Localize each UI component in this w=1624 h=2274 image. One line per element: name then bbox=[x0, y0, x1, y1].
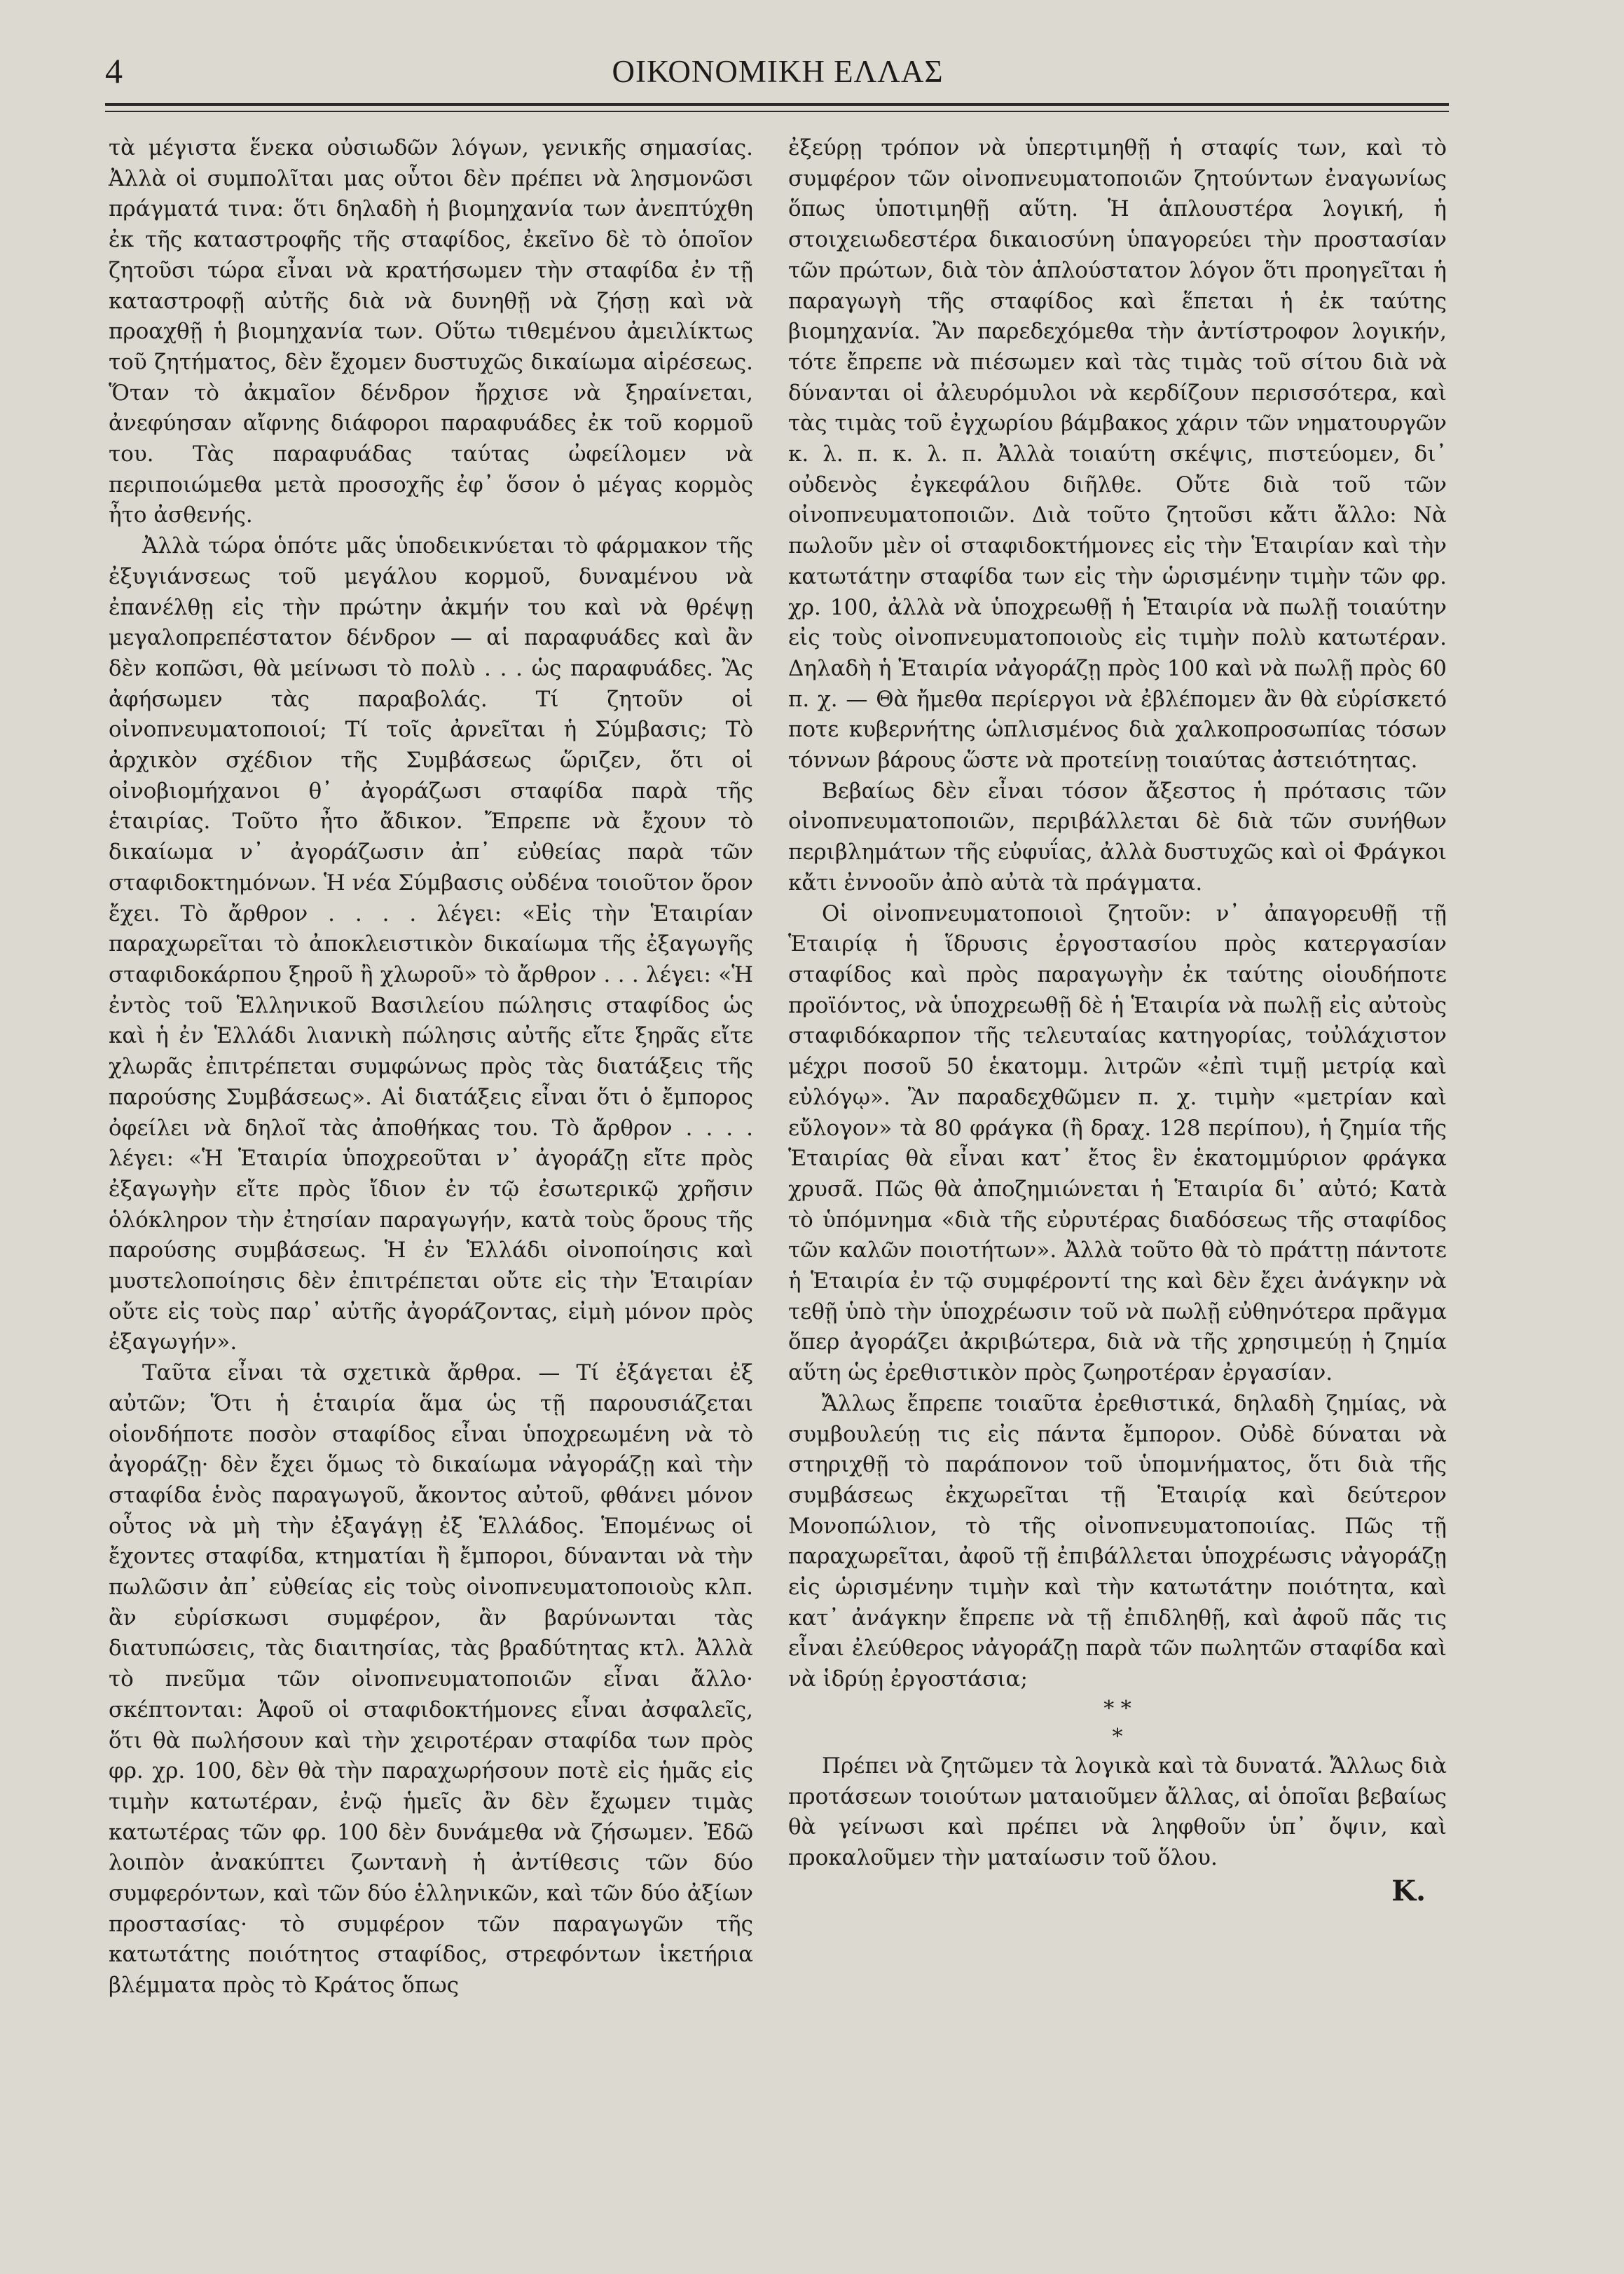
paragraph: Οἱ οἰνοπνευματοποιοὶ ζητοῦν: ν᾽ ἀπαγορευθῇ τῇ Ἑταιρίᾳ ἡ ἵδρυσις ἐργοστασίου πρὸς κατεργασίαν σταφίδος καὶ πρὸς παραγωγὴν ἐκ ταύτης οἱουδήποτε προϊόντος, νὰ ὑποχρεωθῇ δὲ ἡ Ἑταιρία νὰ πωλῇ εἰς αὐτοὺς σταφιδόκαρπον τῆς τελευταίας κατηγορίας, τοὐλάχιστον μέχρι ποσοῦ 50 ἑκατομμ. λιτρῶν «ἐπὶ τιμῇ μετρίᾳ καὶ εὐλόγῳ». Ἂν παραδεχθῶμεν π. χ. τιμὴν «μετρίαν καὶ εὔλογον» τὰ 80 φράγκα (ἢ δραχ. 128 περίπου), ἡ ζημία τῆς Ἑταιρίας θὰ εἶναι κατ᾽ ἔτος ἓν ἑκατομμύριον φράγκα χρυσᾶ. Πῶς θὰ ἀποζημιώνεται ἡ Ἑταιρία δι᾽ αὐτό; Κατὰ τὸ ὑπόμνημα «διὰ τῆς εὐρυτέρας διαδόσεως τῆς σταφίδος τῶν καλῶν ποιοτήτων». Ἀλλὰ τοῦτο θὰ τὸ πράττῃ πάντοτε ἡ Ἑταιρία ἐν τῷ συμφέροντί της καὶ δὲν ἔχει ἀνάγκην νὰ τεθῇ ὑπὸ τὴν ὑποχρέωσιν τοῦ νὰ πωλῇ εὐθηνότερα πρᾶγμα ὅπερ ἀγοράζει ἀκριβώτερα, διὰ νὰ τῆς χρησιμεύῃ ἡ ζημία αὕτη ὡς ἐρεθιστικὸν πρὸς ζωηροτέραν ἐργασίαν. bbox=[788, 900, 1447, 1386]
page-header bbox=[105, 43, 1450, 100]
page-number: 4 bbox=[105, 51, 123, 90]
header-rule-thin bbox=[105, 111, 1449, 112]
paragraph: Ἄλλως ἔπρεπε τοιαῦτα ἐρεθιστικά, δηλαδὴ ζημίας, νὰ συμβουλεύῃ τις εἰς πάντα ἔμπορον. Οὐδὲ δύναται νὰ στηριχθῇ τὸ παράπονον τοῦ ὑπομνήματος, ὅτι διὰ τῆς συμβάσεως ἐκχωρεῖται τῇ Ἑταιρίᾳ καὶ δεύτερον Μονοπώλιον, τὸ τῆς οἰνοπνευματοποιίας. Πῶς τῇ παραχωρεῖται, ἀφοῦ τῇ ἐπιβάλλεται ὑποχρέωσις νἀγοράζῃ εἰς ὡρισμένην τιμὴν καὶ τὴν κατωτάτην ποιότητα, καὶ κατ᾽ ἀνάγκην ἔπρεπε νὰ τῇ ἐπιδληθῇ, καὶ ἀφοῦ πᾶς τις εἶναι ἐλεύθερος νἀγοράζῃ παρὰ τῶν πωλητῶν σταφίδα καὶ νὰ ἱδρύῃ ἐργοστάσια; bbox=[788, 1390, 1447, 1692]
paragraph: τὰ μέγιστα ἕνεκα οὐσιωδῶν λόγων, γενικῆς σημασίας. Ἀλλὰ οἱ συμπολῖται μας οὗτοι δὲν πρέπει νὰ λησμονῶσι πράγματά τινα: ὅτι δηλαδὴ ἡ βιομηχανία των ἀνεπτύχθη ἐκ τῆς καταστροφῆς τῆς σταφίδος, ἐκεῖνο δὲ τὸ ὁποῖον ζητοῦσι τώρα εἶναι νὰ κρατήσωμεν τὴν σταφίδα ἐν τῇ καταστροφῇ αὐτῆς διὰ νὰ δυνηθῇ νὰ ζήσῃ καὶ νὰ προαχθῇ ἡ βιομηχανία των. Οὕτω τιθεμένου ἀμειλίκτως τοῦ ζητήματος, δὲν ἔχομεν δυστυχῶς δικαίωμα αἱρέσεως. Ὅταν τὸ ἀκμαῖον δένδρον ἤρχισε νὰ ξηραίνεται, ἀνεφύησαν αἴφνης διάφοροι παραφυάδες ἐκ τοῦ κορμοῦ του. Τὰς παραφυάδας ταύτας ὠφείλομεν νὰ περιποιώμεθα μετὰ προσοχῆς ἐφ᾽ ὅσον ὁ μέγας κορμὸς ἦτο ἀσθενής. bbox=[109, 135, 753, 528]
paragraph: Ταῦτα εἶναι τὰ σχετικὰ ἄρθρα. — Τί ἐξάγεται ἐξ αὐτῶν; Ὅτι ἡ ἑταιρία ἅμα ὡς τῇ παρουσιάζεται οἱονδήποτε ποσὸν σταφίδος εἶναι ὑποχρεωμένη νὰ τὸ ἀγοράζῃ· δὲν ἔχει ὅμως τὸ δικαίωμα νἀγοράζῃ καὶ τὴν σταφίδα ἑνὸς παραγωγοῦ, ἄκοντος αὐτοῦ, φθάνει μόνον οὗτος νὰ μὴ τὴν ἐξαγάγῃ ἐξ Ἑλλάδος. Ἑπομένως οἱ ἔχοντες σταφίδα, κτηματίαι ἢ ἔμποροι, δύνανται νὰ τὴν πωλῶσιν ἀπ᾽ εὐθείας εἰς τοὺς οἰνοπνευματοποιοὺς κλπ. ἂν εὑρίσκωσι συμφέρον, ἂν βαρύνωνται τὰς διατυπώσεις, τὰς διαιτησίας, τὰς βραδύτητας κτλ. Ἀλλὰ τὸ πνεῦμα τῶν οἰνοπνευματοποιῶν εἶναι ἄλλο· σκέπτονται: Ἀφοῦ οἱ σταφιδοκτήμονες εἶναι ἀσφαλεῖς, ὅτι θὰ πωλήσουν καὶ τὴν χειροτέραν σταφίδα των πρὸς φρ. χρ. 100, δὲν θὰ τὴν παραχωρήσουν ποτὲ εἰς ἡμᾶς εἰς τιμὴν κατωτέραν, ἐνῷ ἡμεῖς ἂν δὲν ἔχωμεν τιμὰς κατωτέρας τῶν φρ. 100 δὲν δυνάμεθα νὰ ζήσωμεν. Ἐδῶ λοιπὸν ἀνακύπτει ζωντανὴ ἡ ἀντίθεσις τῶν δύο συμφερόντων, καὶ τῶν δύο ἑλληνικῶν, καὶ τῶν δύο ἀξίων προστασίας· τὸ συμφέρον τῶν παραγωγῶν τῆς κατωτάτης ποιότητος σταφίδος, στρεφόντων ἱκετήρια βλέμματα πρὸς τὸ Κράτος ὅπως bbox=[109, 1360, 753, 1999]
paragraph: ἐξεύρῃ τρόπον νὰ ὑπερτιμηθῇ ἡ σταφίς των, καὶ τὸ συμφέρον τῶν οἰνοπνευματοποιῶν ζητούντων ἐναγωνίως ὅπως ὑποτιμηθῇ αὕτη. Ἡ ἁπλουστέρα λογική, ἡ στοιχειωδεστέρα δικαιοσύνη ὑπαγορεύει τὴν προστασίαν τῶν πρώτων, διὰ τὸν ἁπλούστατον λόγον ὅτι προηγεῖται ἡ παραγωγὴ τῆς σταφίδος καὶ ἕπεται ἡ ἐκ ταύτης βιομηχανία. Ἂν παρεδεχόμεθα τὴν ἀντίστροφον λογικήν, τότε ἔπρεπε νὰ πιέσωμεν καὶ τὰς τιμὰς τοῦ σίτου διὰ νὰ δύνανται οἱ ἀλευρόμυλοι νὰ κερδίζουν περισσότερα, καὶ τὰς τιμὰς τοῦ ἐγχωρίου βάμβακος χάριν τῶν νηματουργῶν κ. λ. π. κ. λ. π. Ἀλλὰ τοιαύτη σκέψις, πιστεύομεν, δι᾽ οὐδενὸς ἐγκεφάλου διῆλθε. Οὔτε διὰ τοῦ τῶν οἰνοπνευματοποιῶν. Διὰ τοῦτο ζητοῦσι κἄτι ἄλλο: Νὰ πωλοῦν μὲν οἱ σταφιδοκτήμονες εἰς τὴν Ἑταιρίαν καὶ τὴν κατωτάτην σταφίδα των εἰς τὴν ὡρισμένην τιμὴν τῶν φρ. χρ. 100, ἀλλὰ νὰ ὑποχρεωθῇ ἡ Ἑταιρία νὰ πωλῇ τοιαύτην εἰς τοὺς οἰνοπνευματοποιοὺς εἰς τιμὴν πολὺ κατωτέραν. Δηλαδὴ ἡ Ἑταιρία νἀγοράζῃ πρὸς 100 καὶ νὰ πωλῇ πρὸς 60 π. χ. — Θὰ ἤμεθα περίεργοι νὰ ἐβλέπομεν ἂν θὰ εὑρίσκετό ποτε κυβερνήτης ὡπλισμένος διὰ χαλκοπροσωπίας τόσων τόννων βάρους ὥστε νὰ προτείνῃ τοιαύτας ἀστειότητας. bbox=[788, 135, 1447, 774]
left-column bbox=[109, 133, 753, 2001]
paragraph: Βεβαίως δὲν εἶναι τόσον ἄξεστος ἡ πρότασις τῶν οἰνοπνευματοποιῶν, περιβάλλεται δὲ διὰ τῶν συνήθων περιβλημάτων τῆς εὐφυΐας, ἀλλὰ δυστυχῶς καὶ οἱ Φράγκοι κἄτι ἐννοοῦν ἀπὸ αὐτὰ τὰ πράγματα. bbox=[788, 778, 1447, 896]
author-signature: Κ. bbox=[1391, 1874, 1426, 1907]
header-rule bbox=[105, 103, 1449, 106]
paragraph: Πρέπει νὰ ζητῶμεν τὰ λογικὰ καὶ τὰ δυνατά. Ἄλλως διὰ προτάσεων τοιούτων ματαιοῦμεν ἄλλας, αἱ ὁποῖαι βεβαίως θὰ γείνωσι καὶ πρέπει νὰ ληφθοῦν ὑπ᾽ ὄψιν, καὶ προκαλοῦμεν τὴν ματαίωσιν τοῦ ὅλου. bbox=[788, 1753, 1447, 1870]
paragraph: Ἀλλὰ τώρα ὁπότε μᾶς ὑποδεικνύεται τὸ φάρμακον τῆς ἐξυγιάνσεως τοῦ μεγάλου κορμοῦ, δυναμένου νὰ ἐπανέλθῃ εἰς τὴν πρώτην ἀκμήν του καὶ νὰ θρέψῃ μεγαλοπρεπέστατον δένδρον — αἱ παραφυάδες καὶ ἂν δὲν κοπῶσι, θὰ μείνωσι τὸ πολὺ . . . ὡς παραφυάδες. Ἂς ἀφήσωμεν τὰς παραβολάς. Τί ζητοῦν οἱ οἰνοπνευματοποιοί; Τί τοῖς ἀρνεῖται ἡ Σύμβασις; Τὸ ἀρχικὸν σχέδιον τῆς Συμβάσεως ὥριζεν, ὅτι οἱ οἰνοβιομήχανοι θ᾽ ἀγοράζωσι σταφίδα παρὰ τῆς ἑταιρίας. Τοῦτο ἦτο ἄδικον. Ἔπρεπε νὰ ἔχουν τὸ δικαίωμα ν᾽ ἀγοράζωσιν ἀπ᾽ εὐθείας παρὰ τῶν σταφιδοκτημόνων. Ἡ νέα Σύμβασις οὐδένα τοιοῦτον ὅρον ἔχει. Τὸ ἄρθρον . . . . λέγει: «Εἰς τὴν Ἑταιρίαν παραχωρεῖται τὸ ἀποκλειστικὸν δικαίωμα τῆς ἐξαγωγῆς σταφιδοκάρπου ξηροῦ ἢ χλωροῦ» τὸ ἄρθρον . . . λέγει: «Ἡ ἐντὸς τοῦ Ἑλληνικοῦ Βασιλείου πώλησις σταφίδος ὡς καὶ ἡ ἐν Ἑλλάδι λιανικὴ πώλησις αὐτῆς εἴτε ξηρᾶς εἴτε χλωρᾶς ἐπιτρέπεται συμφώνως πρὸς τὰς διατάξεις τῆς παρούσης Συμβάσεως». Αἱ διατάξεις εἶναι ὅτι ὁ ἔμπορος ὀφείλει νὰ δηλοῖ τὰς ἀποθήκας του. Τὸ ἄρθρον . . . . λέγει: «Ἡ Ἑταιρία ὑποχρεοῦται ν᾽ ἀγοράζῃ εἴτε πρὸς ἐξαγωγὴν εἴτε πρὸς ἴδιον ἐν τῷ ἐσωτερικῷ χρῆσιν ὁλόκληρον τὴν ἐτησίαν παραγωγήν, κατὰ τοὺς ὅρους τῆς παρούσης συμβάσεως. Ἡ ἐν Ἑλλάδι οἰνοποίησις καὶ μυστελοποίησις δὲν ἐπιτρέπεται οὔτε εἰς τὴν Ἑταιρίαν οὔτε εἰς τοὺς παρ᾽ αὐτῆς ἀγοράζοντας, εἰμὴ μόνον πρὸς ἐξαγωγήν». bbox=[109, 533, 753, 1355]
running-title: ΟΙΚΟΝΟΜΙΚΗ ΕΛΛΑΣ bbox=[612, 54, 944, 89]
asterism-divider: * * * bbox=[1103, 1696, 1131, 1749]
right-column bbox=[788, 133, 1447, 1909]
